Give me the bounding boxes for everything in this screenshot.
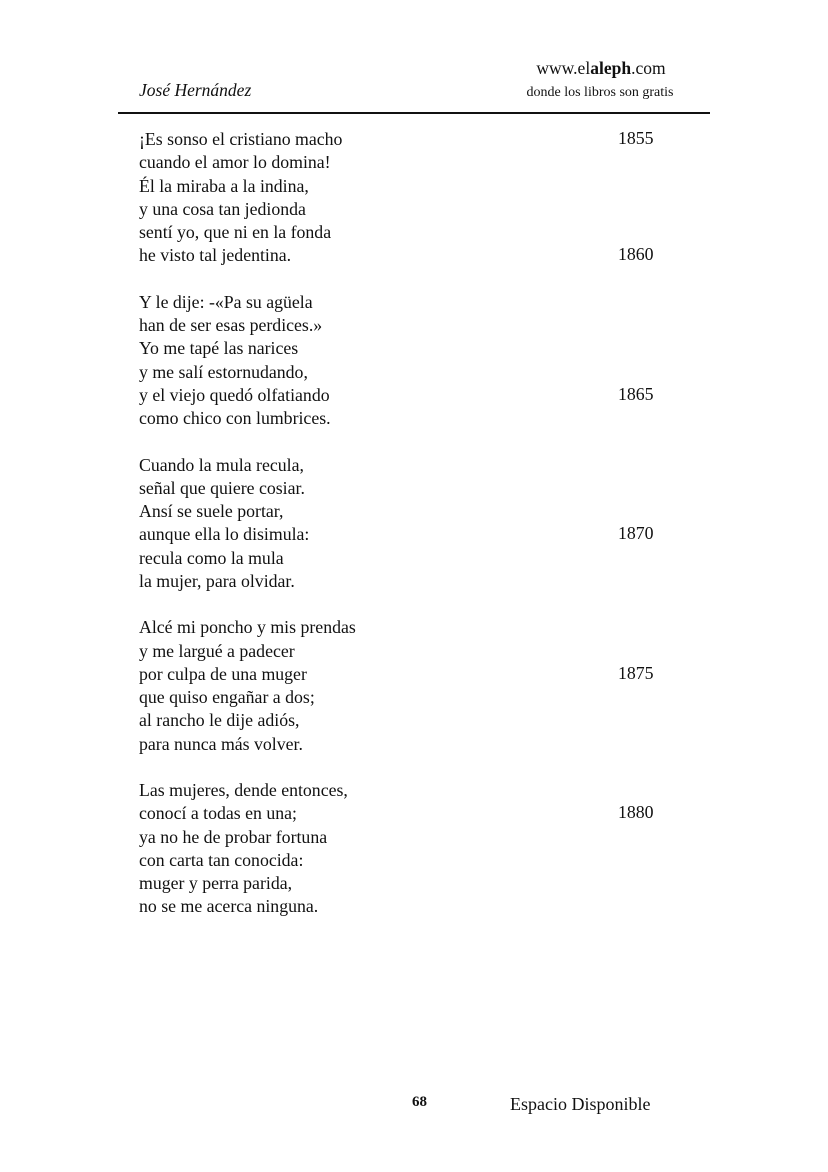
line-number: 1870 bbox=[618, 523, 654, 543]
verse-line: que quiso engañar a dos; bbox=[139, 687, 315, 707]
header-site-url[interactable]: www.elaleph.com bbox=[536, 58, 666, 78]
verse-line: como chico con lumbrices. bbox=[139, 408, 331, 428]
line-number: 1880 bbox=[618, 802, 654, 822]
verse-line: muger y perra parida, bbox=[139, 873, 293, 893]
stanza bbox=[139, 779, 356, 919]
verse-line: Yo me tapé las narices bbox=[139, 338, 299, 359]
stanza bbox=[139, 128, 356, 268]
verse-line: Él la miraba a la indina, bbox=[139, 175, 309, 196]
verse-line: Cuando la mula recula, bbox=[139, 454, 304, 475]
verse-line: sentí yo, que ni en la fonda bbox=[139, 222, 332, 242]
verse-line: y el viejo quedó olfatiando bbox=[139, 384, 330, 405]
page-number: 68 bbox=[412, 1094, 427, 1110]
verse-line: he visto tal jedentina. bbox=[139, 245, 292, 266]
line-number: 1865 bbox=[618, 384, 654, 404]
verse-line: Y le dije: -«Pa su agüela bbox=[139, 291, 313, 312]
verse-line: recula como la mula bbox=[139, 547, 284, 568]
stanza bbox=[139, 291, 356, 431]
verse-line: aunque ella lo disimula: bbox=[139, 524, 310, 545]
verse-line: conocí a todas en una; bbox=[139, 803, 297, 824]
verse-line: por culpa de una muger bbox=[139, 663, 307, 684]
header-author: José Hernández bbox=[139, 80, 252, 100]
line-number: 1855 bbox=[618, 128, 654, 148]
poem-body bbox=[139, 128, 356, 942]
verse-line: ya no he de probar fortuna bbox=[139, 826, 328, 847]
verse-line: y me largué a padecer bbox=[139, 640, 295, 661]
stanza bbox=[139, 454, 356, 594]
line-number: 1875 bbox=[618, 663, 654, 683]
verse-line: y me salí estornudando, bbox=[139, 361, 308, 382]
stanza bbox=[139, 616, 356, 756]
verse-line: y una cosa tan jedionda bbox=[139, 198, 306, 219]
footer-text: Espacio Disponible bbox=[510, 1094, 651, 1114]
verse-line: Ansí se suele portar, bbox=[139, 501, 284, 521]
verse-line: han de ser esas perdices.» bbox=[139, 315, 323, 335]
verse-line: ¡Es sonso el cristiano macho bbox=[139, 129, 343, 149]
verse-line: con carta tan conocida: bbox=[139, 849, 304, 870]
verse-line: para nunca más volver. bbox=[139, 733, 303, 754]
verse-line: no se me acerca ninguna. bbox=[139, 896, 319, 917]
verse-line: la mujer, para olvidar. bbox=[139, 570, 295, 591]
header-rule bbox=[118, 112, 710, 114]
verse-line: al rancho le dije adiós, bbox=[139, 710, 300, 731]
verse-line: cuando el amor lo domina! bbox=[139, 152, 331, 173]
verse-line: Alcé mi poncho y mis prendas bbox=[139, 617, 356, 638]
line-number: 1860 bbox=[618, 244, 654, 264]
header-tagline: donde los libros son gratis bbox=[526, 85, 674, 100]
verse-line: Las mujeres, dende entonces, bbox=[139, 780, 348, 800]
verse-line: señal que quiere cosiar. bbox=[139, 477, 305, 498]
